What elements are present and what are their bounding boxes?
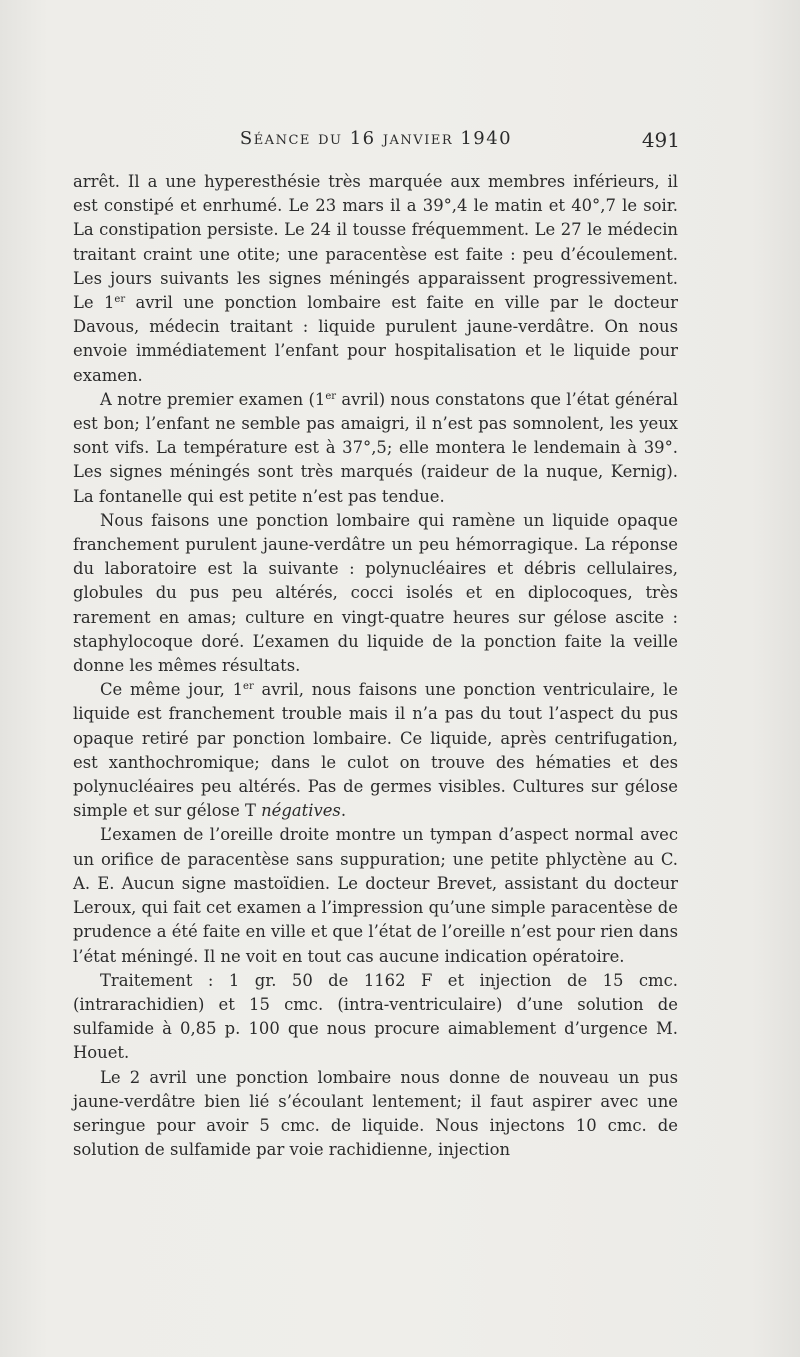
italic-text: négatives: [261, 801, 341, 821]
paragraph-2: [73, 388, 678, 509]
text-run: avril) nous constatons que l’état général est bon; l’enfant ne semble pas amaigri, il n’est pas somnolent, les yeux sont vifs. La température est à 37°,5; elle montera le lendemain à 39°. Les signes méningés sont très marqués (raideur de la nuque, Kernig). La fontanelle qui est petite n’est pas tendue.: [73, 389, 678, 506]
page-number: 491: [641, 128, 680, 152]
page-header: [72, 128, 680, 158]
running-head: Séance du 16 janvier 1940: [239, 128, 513, 149]
paragraph-1: [73, 170, 678, 388]
text-run: L’examen de l’oreille droite montre un tympan d’aspect normal avec un orifice de paracentèse sans suppuration; une petite phlyctène au C. A. E. Aucun signe mastoïdien. Le docteur Brevet, assistant du docteur Leroux, qui fait cet examen a l’impression qu’une simple paracentèse de prudence a été faite en ville et que l’état de l’oreille n’est pour rien dans l’état méningé. Il ne voit en tout cas aucune indication opératoire.: [73, 825, 678, 966]
text-run: .: [340, 801, 347, 821]
superscript: er: [114, 294, 126, 306]
paragraph-5: [73, 823, 678, 968]
superscript: er: [243, 681, 254, 693]
paragraph-4: [73, 678, 678, 823]
body-text: [73, 170, 678, 1162]
paragraph-3: [73, 509, 678, 678]
text-run: Nous faisons une ponction lombaire qui ramène un liquide opaque franchement purulent jaune-verdâtre un peu hémorragique. La réponse du laboratoire est la suivante : polynucléaires et débris cellulaires, globules du pus peu altérés, cocci isolés et en diplocoques, très rarement en amas; culture en vingt-quatre heures sur gélose ascite : staphylocoque doré. L’examen du liquide de la ponction faite la veille donne les mêmes résultats.: [73, 510, 678, 676]
text-run: Le 2 avril une ponction lombaire nous donne de nouveau un pus jaune-verdâtre bien lié s’écoulant lentement; il faut aspirer avec une seringue pour avoir 5 cmc. de liquide. Nous injectons 10 cmc. de solution de sulfamide par voie rachidienne, injection: [73, 1067, 678, 1160]
text-run: Ce même jour, 1: [100, 680, 244, 700]
text-run: avril, nous faisons une ponction ventriculaire, le liquide est franchement trouble mais il n’a pas du tout l’aspect du pus opaque retiré par ponction lombaire. Ce liquide, après centrifugation, est xanthochromique; dans le culot on trouve des hématies et des polynucléaires peu altérés. Pas de germes visibles. Cultures sur gélose simple et sur gélose T: [73, 680, 678, 821]
text-run: avril une ponction lombaire est faite en ville par le docteur Davous, médecin traitant : liquide purulent jaune-verdâtre. On nous envoie immédiatement l’enfant pour hospitalisation et le liquide pour examen.: [73, 293, 678, 385]
paragraph-7: [73, 1066, 678, 1163]
paragraph-6: [73, 969, 678, 1066]
text-run: Traitement : 1 gr. 50 de 1162 F et injection de 15 cmc. (intrarachidien) et 15 cmc. (intra-ventriculaire) d’une solution de sulfamide à 0,85 p. 100 que nous procure aimablement d’urgence M. Houet.: [73, 970, 678, 1063]
text-run: arrêt. Il a une hyperesthésie très marquée aux membres inférieurs, il est constipé et enrhumé. Le 23 mars il a 39°,4 le matin et 40°,7 le soir. La constipation persiste. Le 24 il tousse fréquemment. Le 27 le médecin traitant craint une otite; une paracentèse est faite : peu d’écoulement. Les jours suivants les signes méningés apparaissent progressivement. Le 1: [73, 172, 678, 313]
text-run: A notre premier examen (1: [100, 389, 326, 409]
superscript: er: [325, 390, 337, 402]
